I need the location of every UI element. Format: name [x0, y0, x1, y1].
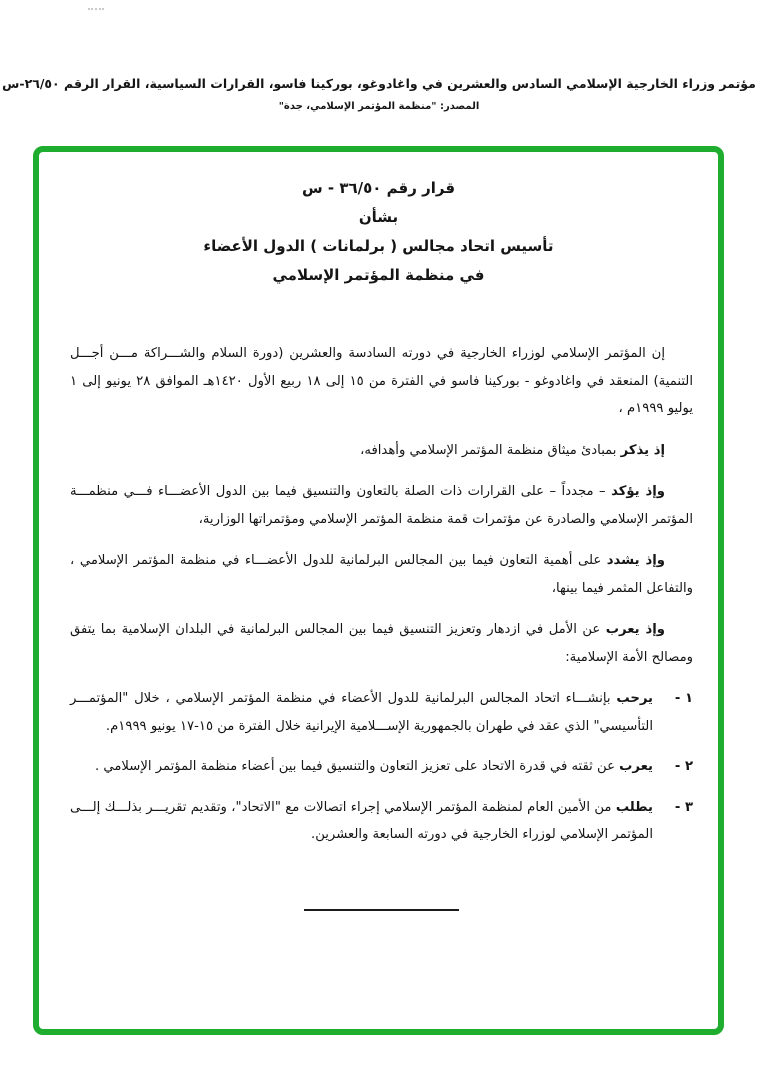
paragraph-text: – مجدداً – على القرارات ذات الصلة بالتعاون والتنسيق فيما بين الدول الأعضـــاء فـــي منظمـــة المؤتمر الإسلامي والصادرة عن مؤتمرات قمة منظمة المؤتمر الإسلامي ومؤتمراتها الوزارية، — [70, 484, 693, 527]
paragraph-text: على أهمية التعاون فيما بين المجالس البرلمانية للدول الأعضـــاء في منظمة المؤتمر الإسلامي ، والتفاعل المثمر فيما بينها، — [70, 553, 693, 596]
header-source-line: المصدر: "منظمة المؤتمر الإسلامي، جدة" — [278, 101, 480, 112]
preamble-paragraph — [70, 478, 693, 533]
item-lead: يعرب — [619, 759, 653, 774]
item-lead: يطلب — [615, 799, 653, 815]
item-lead: يرحب — [616, 691, 653, 706]
resolution-title — [39, 174, 718, 290]
item-text: بإنشـــاء اتحاد المجالس البرلمانية للدول الأعضاء في منظمة المؤتمر الإسلامي ، خلال "المؤتمـــر التأسيسي" الذي عقد في طهران بالجمهورية الإســـلامية الإيرانية خلال الفترة من ١٥-١٧ يونيو ١٩٩٩م. — [70, 691, 653, 734]
paragraph-lead: وإذ يشدد — [606, 553, 665, 568]
preamble-paragraph — [70, 340, 693, 423]
operative-items — [70, 685, 693, 849]
paragraph-lead: وإذ يعرب — [605, 622, 665, 637]
resolution-frame — [33, 146, 724, 1035]
header-citation-line: مؤتمر وزراء الخارجية الإسلامي السادس والعشرين في واغادوغو، بوركينا فاسو، القرارات السياسية، القرار الرقم ٢٦/٥٠-س — [2, 76, 756, 91]
item-number: ١ - — [674, 691, 693, 706]
item-text: عن ثقته في قدرة الاتحاد على تعزيز التعاون والتنسيق فيما بين أعضاء منظمة المؤتمر الإسلامي . — [94, 759, 620, 774]
document-header — [0, 76, 758, 112]
resolution-subject-line: تأسيس اتحاد مجالس ( برلمانات ) الدول الأعضاء — [203, 237, 554, 255]
resolution-regarding-line: بشأن — [358, 208, 399, 226]
item-number: ٢ - — [674, 759, 693, 774]
scan-artifact-dots — [88, 8, 104, 10]
resolution-number-line: قرار رقم ٣٦/٥٠ - س — [301, 179, 456, 197]
paragraph-text: عن الأمل في ازدهار وتعزيز التنسيق فيما بين المجالس البرلمانية في البلدان الإسلامية بما يتفق ومصالح الأمة الإسلامية: — [70, 622, 693, 665]
operative-item — [70, 685, 693, 740]
operative-item — [70, 753, 693, 781]
resolution-organization-line: في منظمة المؤتمر الإسلامي — [272, 266, 485, 284]
preamble-paragraph — [70, 616, 693, 671]
paragraph-text: بمبادئ ميثاق منظمة المؤتمر الإسلامي وأهدافه، — [360, 442, 621, 458]
paragraph-lead: إذ يذكر — [620, 442, 665, 458]
signature-divider — [304, 909, 459, 911]
item-text-block — [70, 753, 653, 781]
operative-item — [70, 794, 693, 849]
item-text: من الأمين العام لمنظمة المؤتمر الإسلامي إجراء اتصالات مع "الاتحاد"، وتقديم تقريـــر بذلـــك إلـــى المؤتمر الإسلامي لوزراء الخارجية في دورته السابعة والعشرين. — [70, 799, 653, 842]
item-text-block — [70, 685, 653, 740]
paragraph-lead: وإذ يؤكد — [611, 484, 665, 499]
paragraph-text: إن المؤتمر الإسلامي لوزراء الخارجية في دورته السادسة والعشرين (دورة السلام والشـــراكة مـــن أجـــل التنمية) المنعقد في واغادوغو - بوركينا فاسو في الفترة من ١٥ إلى ١٨ ربيع الأول ١٤٢٠هـ الموافق ٢٨ يونيو إلى ١ يوليو ١٩٩٩م ، — [70, 346, 693, 416]
preamble-paragraph — [70, 547, 693, 602]
item-number: ٣ - — [674, 799, 693, 815]
item-text-block — [70, 794, 653, 849]
resolution-body — [70, 340, 693, 911]
preamble-paragraph — [70, 437, 693, 465]
